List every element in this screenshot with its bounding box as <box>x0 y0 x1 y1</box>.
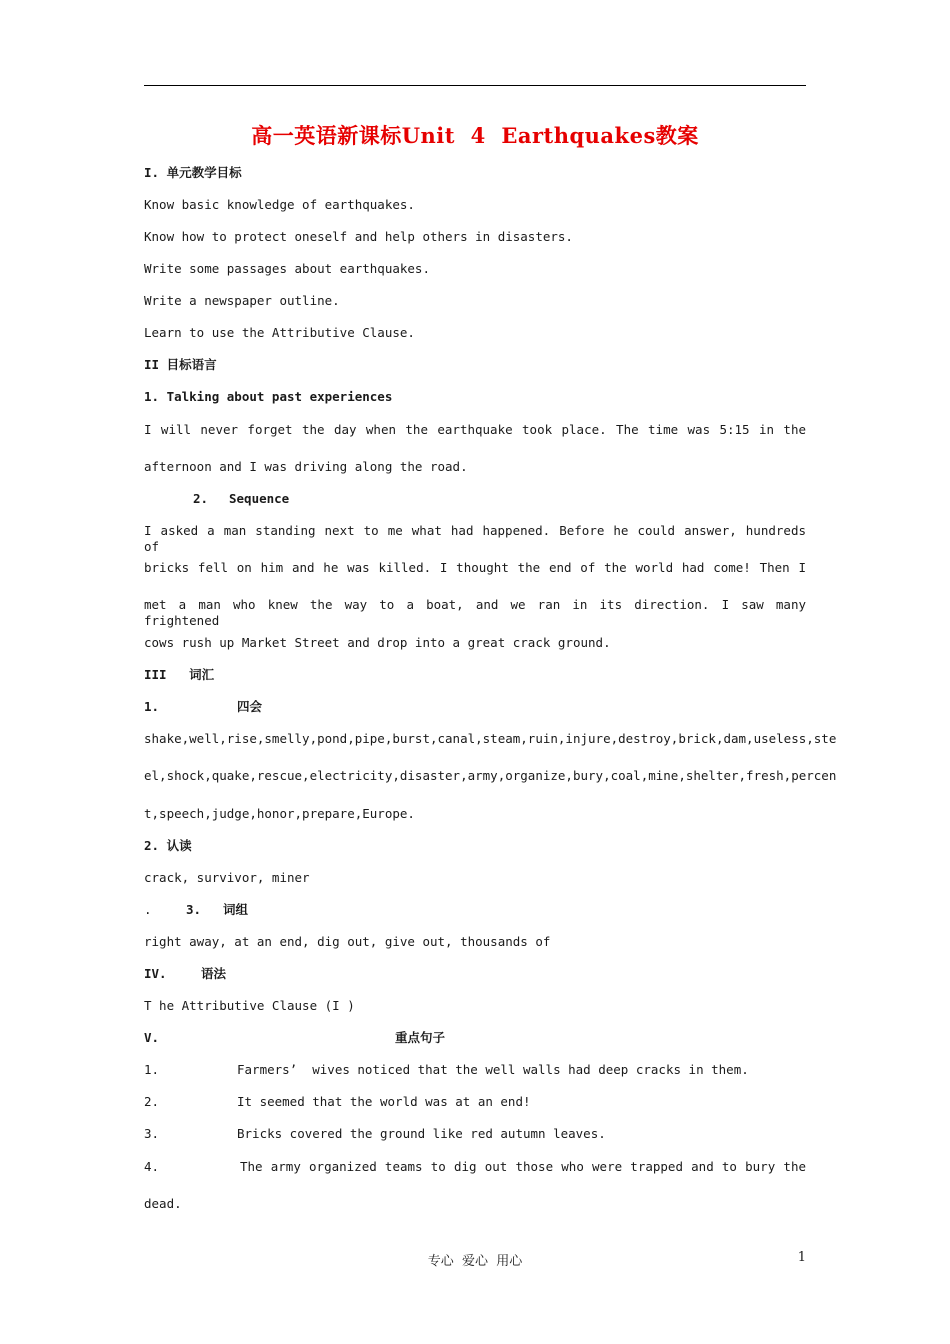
key-sentence: The army organized teams to dig out those who were trapped and to bury the <box>240 1159 806 1174</box>
section-1-heading: I. 单元教学目标 <box>144 165 242 180</box>
page-footer: 专心 爱心 用心 <box>427 1254 523 1269</box>
paragraph-line: met a man who knew the way to a boat, and we ran in its direction. I saw many frightened <box>144 597 806 628</box>
objective-item: Write some passages about earthquakes. <box>144 261 430 276</box>
paragraph-line: I asked a man standing next to me what had happened. Before he could answer, hundreds of <box>144 523 806 554</box>
section-4-heading: 语法 <box>201 966 227 981</box>
subheading-number: 1. <box>144 699 160 714</box>
key-sentence-number: 3. <box>144 1126 160 1141</box>
objective-item: Know how to protect oneself and help others in disasters. <box>144 229 573 244</box>
key-sentence: It seemed that the world was at an end! <box>237 1094 531 1109</box>
section-4-number: IV. <box>144 966 167 981</box>
section-3-heading: III 词汇 <box>144 667 215 682</box>
subheading-sequence: Sequence <box>229 491 290 506</box>
recognize-words: crack, survivor, miner <box>144 870 310 885</box>
key-sentence: Bricks covered the ground like red autumn leaves. <box>237 1126 606 1141</box>
subheading-number: 3. <box>186 902 202 917</box>
paragraph-line: cows rush up Market Street and drop into a great crack ground. <box>144 635 611 650</box>
grammar-topic: T he Attributive Clause (I ) <box>144 998 355 1013</box>
section-2-heading: II 目标语言 <box>144 357 217 372</box>
key-sentence-number: 2. <box>144 1094 160 1109</box>
paragraph-line: bricks fell on him and he was killed. I thought the end of the world had come! Then I <box>144 560 806 575</box>
subheading-past-experiences: 1. Talking about past experiences <box>144 389 393 404</box>
key-sentence-number: 4. <box>144 1159 160 1174</box>
key-sentence-number: 1. <box>144 1062 160 1077</box>
word-list-line: t,speech,judge,honor,prepare,Europe. <box>144 806 415 821</box>
phrase-list: right away, at an end, dig out, give out, thousands of <box>144 934 551 949</box>
subheading-four-skills: 四会 <box>237 699 263 714</box>
word-list-line: shake,well,rise,smelly,pond,pipe,burst,canal,steam,ruin,injure,destroy,brick,dam,useless,ste <box>144 731 837 746</box>
subheading-prefix: . <box>144 902 152 917</box>
word-list-line: el,shock,quake,rescue,electricity,disaster,army,organize,bury,coal,mine,shelter,fresh,percen <box>144 768 837 783</box>
objective-item: Write a newspaper outline. <box>144 293 340 308</box>
subheading-recognize: 2. 认读 <box>144 838 192 853</box>
key-sentence: Farmers’ wives noticed that the well walls had deep cracks in them. <box>237 1062 749 1077</box>
objective-item: Know basic knowledge of earthquakes. <box>144 197 415 212</box>
section-5-heading: 重点句子 <box>395 1030 446 1045</box>
page-title: 高一英语新课标Unit 4 Earthquakes教案 <box>251 123 699 148</box>
paragraph-line: I will never forget the day when the earthquake took place. The time was 5:15 in the <box>144 422 806 437</box>
subheading-number: 2. <box>193 491 209 506</box>
objective-item: Learn to use the Attributive Clause. <box>144 325 415 340</box>
header-rule <box>144 85 806 86</box>
page-number: 1 <box>797 1250 806 1265</box>
section-5-number: V. <box>144 1030 160 1045</box>
subheading-phrases: 词组 <box>223 902 249 917</box>
paragraph-line: afternoon and I was driving along the road. <box>144 459 468 474</box>
key-sentence-continuation: dead. <box>144 1196 182 1211</box>
